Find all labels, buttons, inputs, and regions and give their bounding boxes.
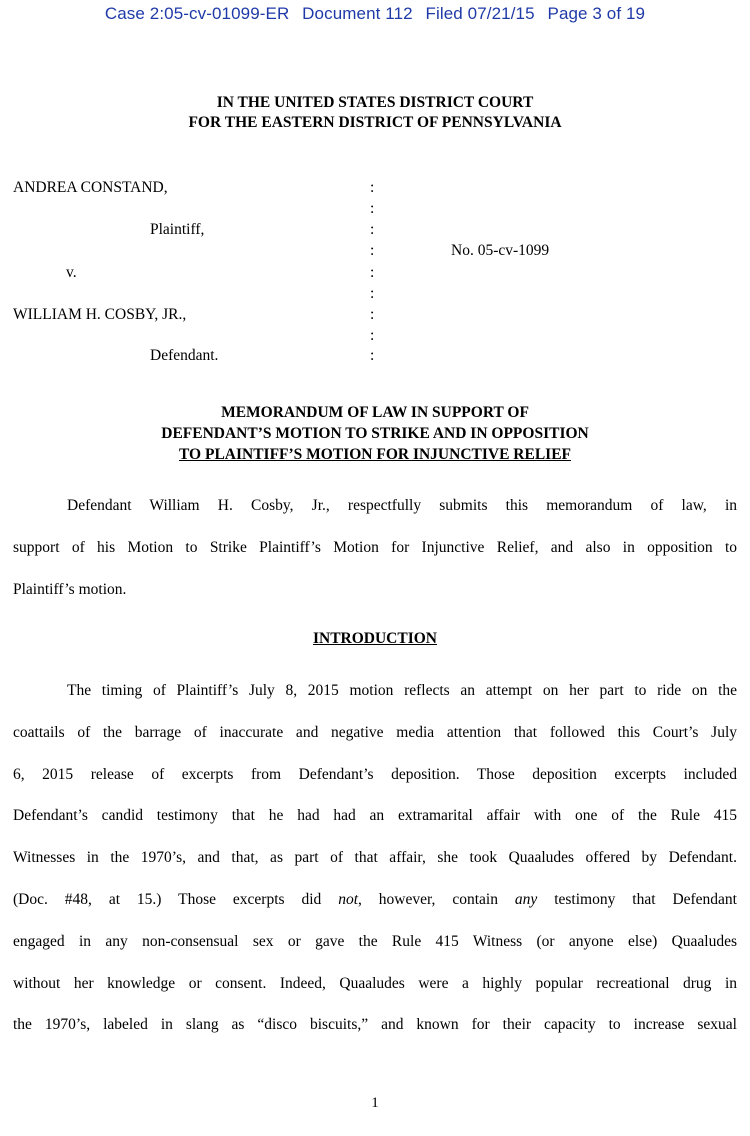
plaintiff-name: ANDREA CONSTAND, xyxy=(13,179,168,196)
memorandum-title-line-3: TO PLAINTIFF’S MOTION FOR INJUNCTIVE RELIEF xyxy=(179,446,571,463)
ecf-case-number: Case 2:05-cv-01099-ER xyxy=(104,4,290,23)
ecf-document-number: Document 112 xyxy=(302,4,413,23)
page-number: 1 xyxy=(371,1095,379,1111)
defendant-role: Defendant. xyxy=(150,347,219,364)
caption-colon: : xyxy=(370,347,375,364)
caption-colon: : xyxy=(370,200,375,217)
court-title-line-1: IN THE UNITED STATES DISTRICT COURT xyxy=(216,94,534,111)
paragraph-line: engaged in any non-consensual sex or gave the Rule 415 Witness (or anyone else) Quaaludes xyxy=(13,932,737,950)
memorandum-title xyxy=(0,402,750,465)
paragraph-line: The timing of Plaintiff’s July 8, 2015 motion reflects an attempt on her part to ride on the xyxy=(67,682,737,699)
caption-colon: : xyxy=(370,242,375,259)
emphasis-any: any xyxy=(514,890,538,908)
body-paragraph xyxy=(13,670,737,1046)
paragraph-line: the 1970’s, labeled in slang as “disco biscuits,” and known for their capacity to increase sexual xyxy=(13,1016,737,1034)
paragraph-line: support of his Motion to Strike Plaintiff’s Motion for Injunctive Relief, and also in opposition to xyxy=(13,538,737,556)
paragraph-line xyxy=(13,879,737,921)
memorandum-title-line-2: DEFENDANT’S MOTION TO STRIKE AND IN OPPOSITION xyxy=(161,425,589,442)
caption-colon: : xyxy=(370,306,375,323)
text-run: testimony that Defendant xyxy=(537,890,737,908)
paragraph-line: without her knowledge or consent. Indeed, Quaaludes were a highly popular recreational drug in xyxy=(13,974,737,992)
text-run: , however, contain xyxy=(358,890,515,908)
defendant-name: WILLIAM H. COSBY, JR., xyxy=(13,306,187,323)
caption-colon: : xyxy=(370,221,375,238)
intro-paragraph xyxy=(13,485,737,610)
caption-colon: : xyxy=(370,179,375,196)
text-run: (Doc. #48, at 15.) Those excerpts did xyxy=(13,890,339,908)
paragraph-line: Plaintiff’s motion. xyxy=(13,580,127,598)
memorandum-title-line-1: MEMORANDUM OF LAW IN SUPPORT OF xyxy=(221,404,529,421)
ecf-filed-date: Filed 07/21/15 xyxy=(425,4,535,23)
plaintiff-role: Plaintiff, xyxy=(150,221,205,238)
case-number: No. 05-cv-1099 xyxy=(451,242,550,259)
section-heading-introduction: INTRODUCTION xyxy=(312,630,437,647)
emphasis-not: not xyxy=(338,890,359,908)
paragraph-line: Witnesses in the 1970’s, and that, as part of that affair, she took Quaaludes offered by Defendant. xyxy=(13,849,737,867)
court-title-line-2: FOR THE EASTERN DISTRICT OF PENNSYLVANIA xyxy=(188,114,562,131)
paragraph-line: 6, 2015 release of excerpts from Defendant’s deposition. Those deposition excerpts included xyxy=(13,765,737,783)
paragraph-line: Defendant William H. Cosby, Jr., respectfully submits this memorandum of law, in xyxy=(67,497,737,514)
paragraph-line: coattails of the barrage of inaccurate and negative media attention that followed this Court’s July xyxy=(13,723,737,741)
ecf-filing-header xyxy=(0,4,750,24)
caption-colon: : xyxy=(370,264,375,281)
caption-colon: : xyxy=(370,285,375,302)
paragraph-line: Defendant’s candid testimony that he had had an extramarital affair with one of the Rule 415 xyxy=(13,807,737,825)
court-title xyxy=(0,93,750,133)
caption-colon: : xyxy=(370,327,375,344)
ecf-page-count: Page 3 of 19 xyxy=(547,4,646,23)
versus: v. xyxy=(66,264,77,281)
